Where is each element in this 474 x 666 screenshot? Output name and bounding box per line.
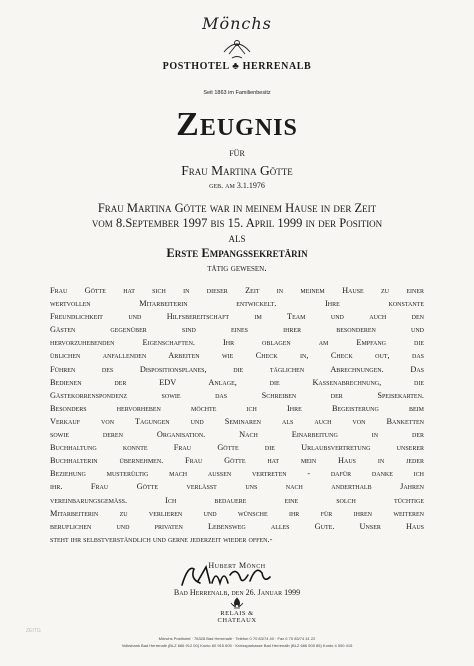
body-line: üblichen anfallenden Arbeiten wie Check in, Check out, das [50, 351, 424, 361]
body-line: Gästekorrenspondenz sowie das Schreiben der Speisekarten. [50, 390, 424, 400]
body-line: Gästen gegenüber sind eines ihrer besonderen und [50, 325, 424, 335]
footer-address: Mönchs Posthotel · 76328 Bad Herrenalb · Telefon 0 70 83/74 40 · Fax 0 70 83/74 41 22 [158, 636, 316, 641]
body-line: beruflichen und privaten Lebensweg alles Gute. Unser Haus [50, 521, 424, 531]
body-line: steht ihr selbstverständlich und gerne jederzeit wieder offen.- [50, 534, 273, 544]
intro-paragraph [0, 201, 474, 246]
hotel-name: POSTHOTEL ♣ HERRENALB [162, 61, 312, 72]
body-line: Führen des Dispositionsplanes, die täglichen Abrechnungen. Das [50, 364, 424, 374]
body-line: Frau Götte hat sich in dieser Zeit in meinem Hause zu einer [50, 286, 424, 295]
body-line: Mitarbeiterin zu verlieren und wünsche ihr für ihren weiteren [50, 508, 424, 518]
relais-line: RELAIS & [220, 610, 254, 617]
intro-line: vom 8.September 1997 bis 15. April 1999 in der Position [91, 216, 383, 230]
intro-line: Frau Martina Götte war in meinem Hause in der Zeit [97, 201, 377, 215]
body-line: Besonders hervorheben möchte ich Ihre Begeisterung beim [50, 403, 424, 413]
watermark-text: ZEITG [26, 628, 41, 634]
position-title: Erste Empangssekretärin [166, 246, 308, 260]
body-line: hervorzuhebenden Eigenschaften. Ihr oblagen am Empfang die [50, 338, 424, 348]
position-suffix: tätig gewesen. [207, 263, 267, 274]
relais-chateaux-mark [0, 610, 474, 624]
signatory-name: Hubert Mönch [208, 561, 266, 570]
logo-script-text: Mönchs [202, 14, 272, 33]
recipient-name: Frau Martina Götte [181, 163, 293, 178]
handwritten-signature [176, 561, 276, 591]
body-line: Freundlichkeit und Hilfsbereitschaft im Team und auch den [50, 312, 424, 322]
body-line: ihr. Frau Götte verläßt uns nach anderthalb Jahren [50, 482, 424, 492]
body-line: wertvollen Mitarbeiterin entwickelt. Ihre konstante [50, 299, 424, 309]
body-line: sowie deren Organisation. Nach Einarbeitung in der [50, 430, 424, 440]
body-line: vereinbarungsgemäß. Ich bedauere eine solch tüchtige [50, 495, 424, 505]
body-line: Buchhaltung konnte Frau Götte die Urlaubsvertretung unserer [50, 443, 424, 453]
fuer-label: FÜR [229, 149, 245, 158]
since-line: Seit 1863 im Familienbesitz [203, 90, 271, 96]
body-line: Buchhalterin übernehmen. Frau Götte hat mein Haus in jeder [50, 456, 424, 466]
document-title: Zeugnis [176, 106, 298, 143]
fleur-de-lis-icon [0, 597, 474, 609]
footer-bank: Volksbank Bad Herrenalb (BLZ 666 912 00) Konto 60 915 609 · Kreissparkasse Bad Herrenalb (BLZ 666 500 85) Konto 4 000 415 [121, 643, 353, 648]
body-line: Verkauf von Tagungen und Seminaren als auch von Banketten [50, 416, 424, 426]
body-line: Beziehung musterültig mach außen vertreten - dafür danke ich [50, 469, 424, 479]
hotel-crest-icon [0, 22, 474, 62]
place-and-date: Bad Herrenalb, den 26. Januar 1999 [173, 588, 301, 597]
body-line: Bedienen der EDV Anlage, die Kassenabrechnung, die [50, 377, 424, 387]
intro-line: als [228, 231, 246, 245]
birth-date: geb. am 3.1.1976 [209, 181, 265, 190]
relais-line: CHATEAUX [217, 617, 257, 624]
reference-body [50, 284, 424, 546]
